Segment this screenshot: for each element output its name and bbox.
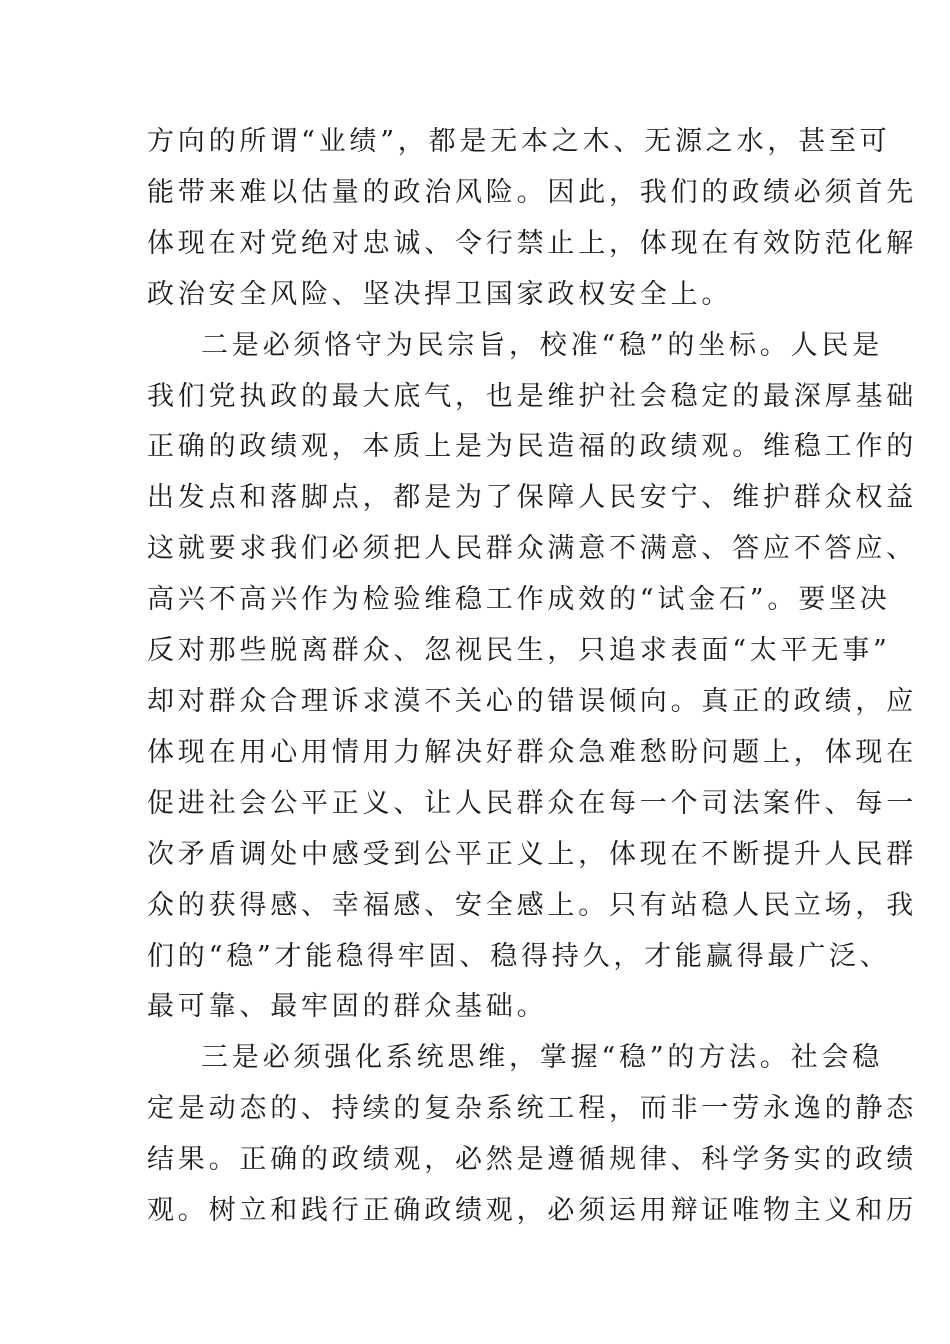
text-line: 定是动态的、持续的复杂系统工程，而非一劳永逸的静态 [147,1093,917,1124]
text-line: 政治安全风险、坚决捍卫国家政权安全上。 [147,279,733,310]
text-line: 观。树立和践行正确政绩观，必须运用辩证唯物主义和历 [147,1195,917,1226]
paragraph-start-line: 三是必须强化系统思维，掌握“稳”的方法。社会稳 [201,1042,884,1073]
text-line: 次矛盾调处中感受到公平正义上，体现在不断提升人民群 [147,839,917,870]
text-line: 众的获得感、幸福感、安全感上。只有站稳人民立场，我 [147,890,917,921]
text-line: 们的“稳”才能稳得牢固、稳得持久，才能赢得最广泛、 [147,941,891,972]
text-line: 正确的政绩观，本质上是为民造福的政绩观。维稳工作的 [147,431,917,462]
text-line: 这就要求我们必须把人民群众满意不满意、答应不答应、 [147,533,917,564]
text-line: 体现在用心用情用力解决好群众急难愁盼问题上，体现在 [147,737,917,768]
text-line: 体现在对党绝对忠诚、令行禁止上，体现在有效防范化解 [147,228,917,259]
text-line: 我们党执政的最大底气，也是维护社会稳定的最深厚基础 [147,381,917,412]
text-line: 最可靠、最牢固的群众基础。 [147,991,548,1022]
text-line: 方向的所谓“业绩”，都是无本之木、无源之水，甚至可 [147,126,891,157]
paragraph-start-line: 二是必须恪守为民宗旨，校准“稳”的坐标。人民是 [201,330,884,361]
text-line: 反对那些脱离群众、忽视民生，只追求表面“太平无事” [147,635,891,666]
text-line: 促进社会公平正义、让人民群众在每一个司法案件、每一 [147,788,917,819]
text-line: 能带来难以估量的政治风险。因此，我们的政绩必须首先 [147,177,917,208]
text-line: 却对群众合理诉求漠不关心的错误倾向。真正的政绩，应 [147,686,917,717]
text-line: 出发点和落脚点，都是为了保障人民安宁、维护群众权益 [147,482,917,513]
text-line: 高兴不高兴作为检验维稳工作成效的“试金石”。要坚决 [147,584,891,615]
text-line: 结果。正确的政绩观，必然是遵循规律、科学务实的政绩 [147,1144,917,1175]
